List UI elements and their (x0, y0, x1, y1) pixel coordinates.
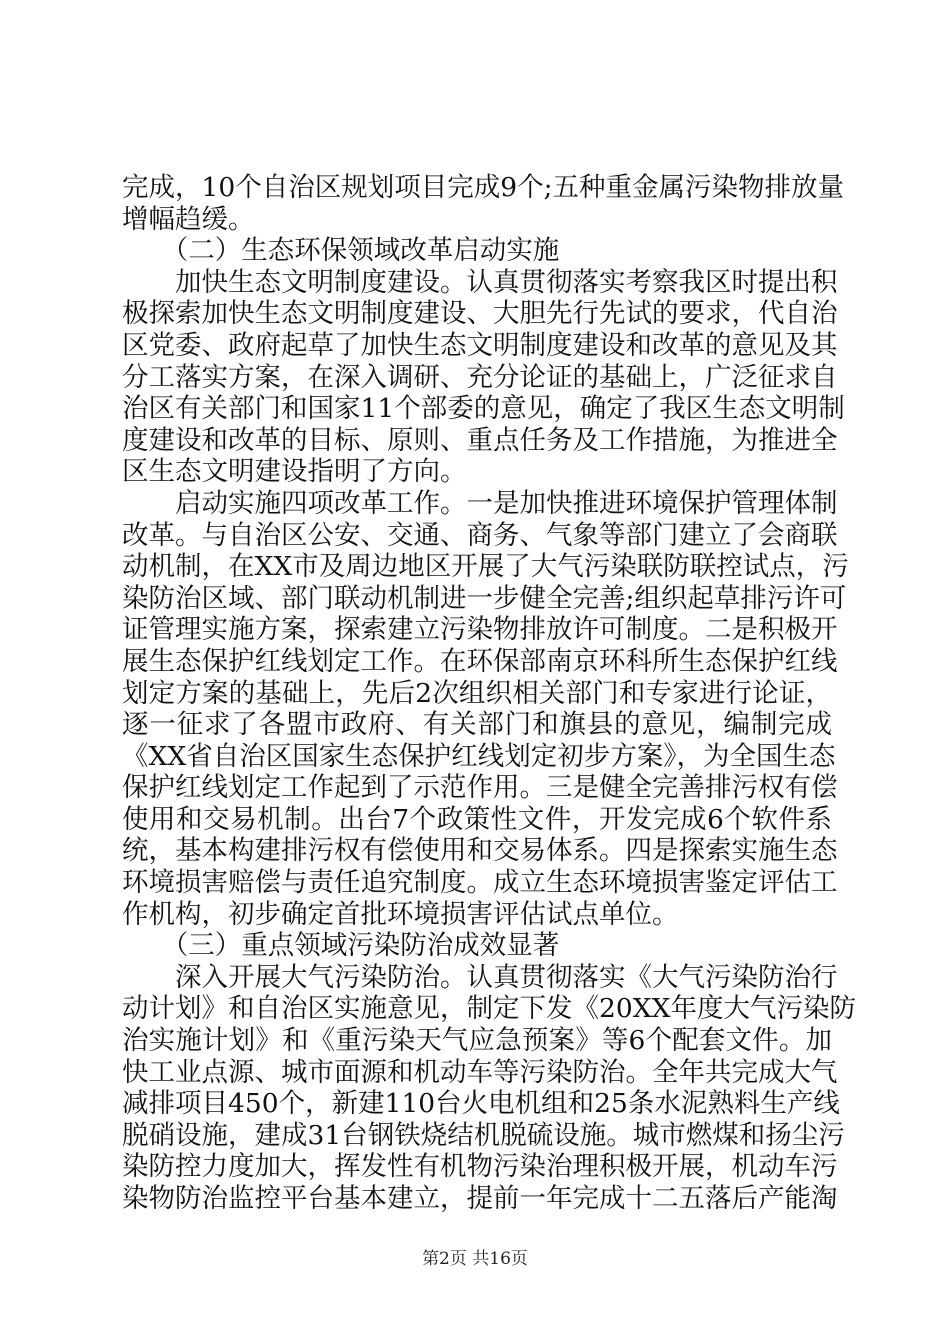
text-line: 治区有关部门和国家11个部委的意见，确定了我区生态文明制 (122, 393, 845, 425)
page-footer: 第2页 共16页 (422, 1249, 528, 1269)
text-line: 证管理实施方案，探索建立污染物排放许可制度。二是积极开 (122, 614, 838, 646)
section-heading: （三）重点领域污染防治成效显著 (122, 930, 560, 962)
text-line: 作机构，初步确定首批环境损害评估试点单位。 (122, 898, 679, 930)
text-line: 统，基本构建排污权有偿使用和交易体系。四是探索实施生态 (122, 835, 838, 867)
text-line: 《XX省自治区国家生态保护红线划定初步方案》，为全国生态 (122, 740, 836, 772)
text-line: 环境损害赔偿与责任追究制度。成立生态环境损害鉴定评估工 (122, 867, 838, 899)
text-line: 减排项目450个，新建110台火电机组和25条水泥熟料生产线 (122, 1088, 840, 1120)
text-line: 脱硝设施，建成31台钢铁烧结机脱硫设施。城市燃煤和扬尘污 (122, 1119, 845, 1151)
text-line: 快工业点源、城市面源和机动车等污染防治。全年共完成大气 (122, 1056, 838, 1088)
text-line: 动机制，在XX市及周边地区开展了大气污染联防联控试点，污 (122, 551, 849, 583)
text-line: 完成，10个自治区规划项目完成9个;五种重金属污染物排放量 (122, 172, 845, 203)
text-line: 区党委、政府起草了加快生态文明制度建设和改革的意见及其 (122, 329, 838, 361)
text-line: 度建设和改革的目标、原则、重点任务及工作措施，为推进全 (122, 424, 838, 456)
document-body (122, 172, 856, 1215)
text-line: 增幅趋缓。 (122, 203, 255, 235)
text-line: 动计划》和自治区实施意见，制定下发《20XX年度大气污染防 (122, 993, 856, 1025)
text-line: 划定方案的基础上，先后2次组织相关部门和专家进行论证， (122, 677, 832, 709)
text-line: 使用和交易机制。出台7个政策性文件，开发完成6个软件系 (122, 803, 832, 835)
text-line: 治实施计划》和《重污染天气应急预案》等6个配套文件。加 (122, 1025, 832, 1057)
text-line: 展生态保护红线划定工作。在环保部南京环科所生态保护红线 (122, 645, 838, 677)
text-line: 染防控力度加大，挥发性有机物污染治理积极开展，机动车污 (122, 1151, 838, 1183)
text-line: 染物防治监控平台基本建立，提前一年完成十二五落后产能淘 (122, 1183, 838, 1214)
text-line: 启动实施四项改革工作。一是加快推进环境保护管理体制 (122, 487, 838, 519)
text-line: 极探索加快生态文明制度建设、大胆先行先试的要求，代自治 (122, 298, 838, 330)
text-line: 深入开展大气污染防治。认真贯彻落实《大气污染防治行 (122, 961, 838, 993)
text-line: 分工落实方案，在深入调研、充分论证的基础上，广泛征求自 (122, 361, 838, 393)
section-heading: （二）生态环保领域改革启动实施 (122, 235, 560, 267)
text-line: 保护红线划定工作起到了示范作用。三是健全完善排污权有偿 (122, 772, 838, 804)
text-line: 加快生态文明制度建设。认真贯彻落实考察我区时提出积 (122, 266, 838, 298)
text-line: 改革。与自治区公安、交通、商务、气象等部门建立了会商联 (122, 519, 838, 551)
text-line: 染防治区域、部门联动机制进一步健全完善;组织起草排污许可 (122, 582, 847, 614)
text-line: 逐一征求了各盟市政府、有关部门和旗县的意见，编制完成 (122, 709, 832, 741)
text-line: 区生态文明建设指明了方向。 (122, 456, 467, 488)
